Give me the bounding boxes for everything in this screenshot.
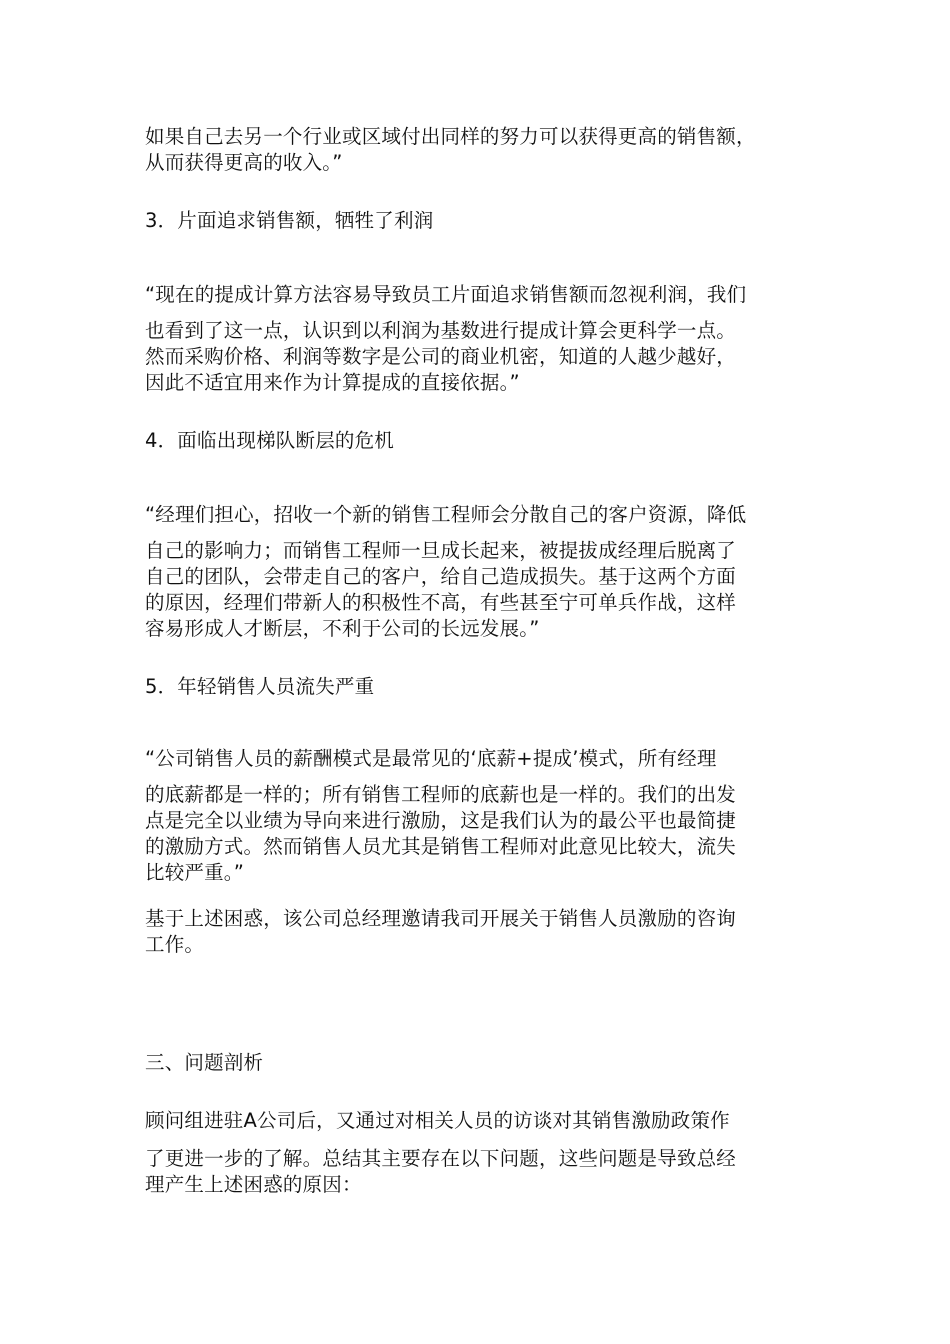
text-line: 的激励方式。然而销售人员尤其是销售工程师对此意见比较大，流失 [145,835,737,858]
text-line: 理产生上述困惑的原因： [145,1173,362,1196]
text-line: 点是完全以业绩为导向来进行激励，这是我们认为的最公平也最简捷 [145,809,737,832]
text-line: “公司销售人员的薪酬模式是最常见的‘底薪+提成’模式，所有经理 [145,747,717,770]
text-line: 自己的团队，会带走自己的客户，给自己造成损失。基于这两个方面 [145,565,737,588]
text-line: 的原因，经理们带新人的积极性不高，有些甚至宁可单兵作战，这样 [145,591,737,614]
text-line: 从而获得更高的收入。” [145,151,343,174]
section-heading-3: 3．片面追求销售额，牺牲了利润 [145,209,434,232]
text-line: 容易形成人才断层，不利于公司的长远发展。” [145,617,540,640]
text-line: 的底薪都是一样的；所有销售工程师的底薪也是一样的。我们的出发 [145,783,737,806]
text-line: 因此不适宜用来作为计算提成的直接依据。” [145,371,520,394]
chapter-heading: 三、问题剖析 [145,1051,264,1074]
text-line: 顾问组进驻A公司后，又通过对相关人员的访谈对其销售激励政策作 [145,1109,730,1132]
text-line: “经理们担心，招收一个新的销售工程师会分散自己的客户资源，降低 [145,503,747,526]
section-heading-5: 5．年轻销售人员流失严重 [145,675,375,698]
text-line: 如果自己去另一个行业或区域付出同样的努力可以获得更高的销售额， [145,125,756,148]
text-line: 了更进一步的了解。总结其主要存在以下问题，这些问题是导致总经 [145,1147,737,1170]
text-line: 基于上述困惑，该公司总经理邀请我司开展关于销售人员激励的咨询 [145,907,737,930]
text-line: 比较严重。” [145,861,245,884]
text-line: 然而采购价格、利润等数字是公司的商业机密，知道的人越少越好， [145,345,737,368]
text-line: 工作。 [145,933,205,956]
text-line: “现在的提成计算方法容易导致员工片面追求销售额而忽视利润，我们 [145,283,747,306]
text-line: 自己的影响力；而销售工程师一旦成长起来，被提拔成经理后脱离了 [145,539,737,562]
text-line: 也看到了这一点，认识到以利润为基数进行提成计算会更科学一点。 [145,319,737,342]
section-heading-4: 4．面临出现梯队断层的危机 [145,429,395,452]
